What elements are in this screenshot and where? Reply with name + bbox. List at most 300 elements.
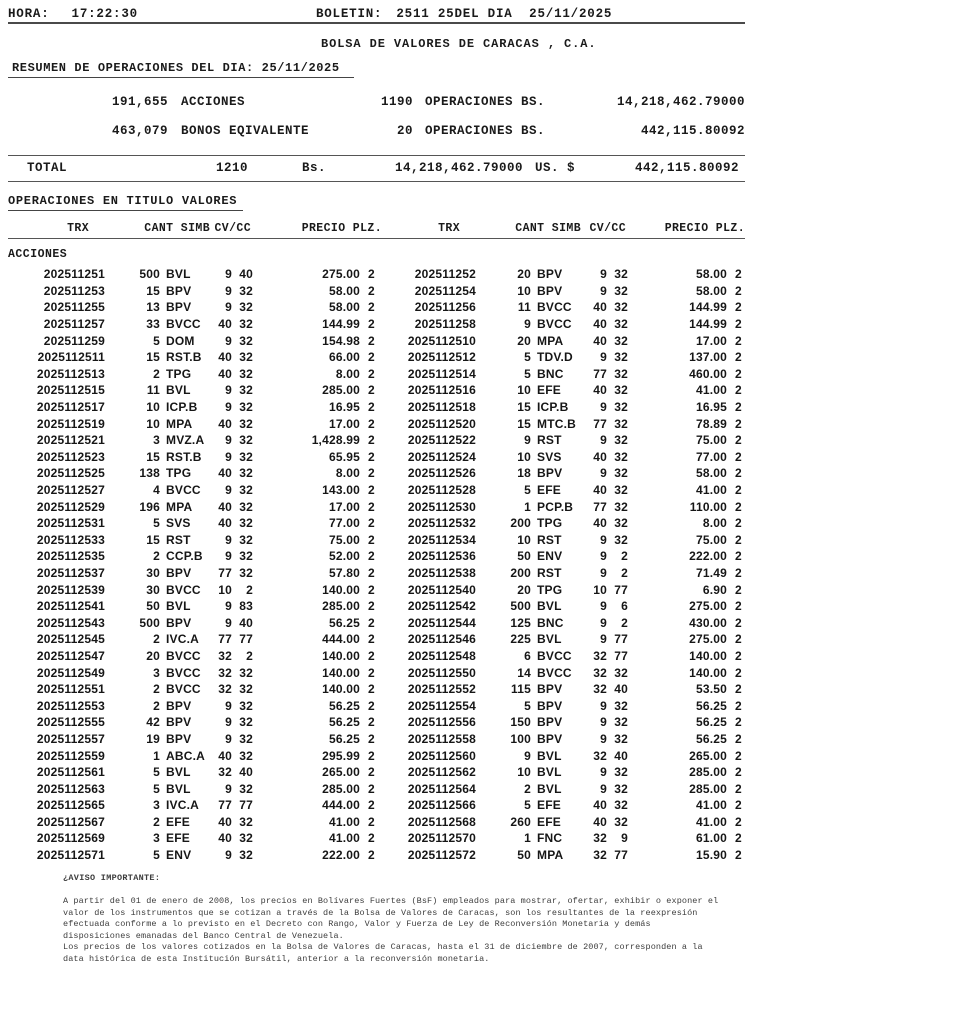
cell-trx: 2025112517 bbox=[36, 400, 105, 415]
table-row bbox=[8, 714, 745, 731]
cell-plz: 2 bbox=[735, 582, 742, 597]
cell-cc: 32 bbox=[614, 433, 628, 448]
cell-simb: BPV bbox=[537, 267, 563, 282]
cell-trx: 2025112515 bbox=[36, 383, 105, 398]
cell-cc: 40 bbox=[239, 267, 253, 282]
cell-simb: MTC.B bbox=[537, 416, 576, 431]
cell-cv: 9 bbox=[225, 848, 232, 863]
cell-plz: 2 bbox=[368, 599, 375, 614]
cell-cc: 32 bbox=[614, 499, 628, 514]
cell-simb: DOM bbox=[166, 333, 195, 348]
cell-trx: 2025112511 bbox=[37, 350, 105, 365]
cell-precio: 460.00 bbox=[689, 366, 727, 381]
cell-cv: 9 bbox=[225, 731, 232, 746]
cell-cant: 5 bbox=[524, 798, 531, 813]
cell-cant: 500 bbox=[510, 599, 531, 614]
cell-precio: 77.00 bbox=[695, 449, 727, 464]
cell-trx: 2025112563 bbox=[36, 781, 105, 796]
cell-simb: ENV bbox=[537, 549, 563, 564]
cell-cv: 9 bbox=[225, 532, 232, 547]
cell-cv: 9 bbox=[225, 300, 232, 315]
cell-plz: 2 bbox=[735, 416, 742, 431]
cell-simb: TPG bbox=[537, 516, 563, 531]
cell-cant: 33 bbox=[146, 317, 160, 332]
cell-cc: 77 bbox=[239, 632, 253, 647]
cell-cant: 10 bbox=[517, 765, 531, 780]
table-row bbox=[8, 681, 745, 698]
cell-simb: BVCC bbox=[537, 665, 572, 680]
cell-simb: EFE bbox=[537, 798, 561, 813]
cell-precio: 1,428.99 bbox=[311, 433, 360, 448]
cell-simb: BPV bbox=[537, 283, 563, 298]
summary-operaciones: 20 bbox=[396, 124, 413, 138]
cell-cv: 40 bbox=[593, 449, 607, 464]
cell-plz: 2 bbox=[735, 781, 742, 796]
cell-cc: 32 bbox=[614, 698, 628, 713]
cell-cant: 500 bbox=[139, 615, 160, 630]
cell-precio: 17.00 bbox=[328, 499, 360, 514]
cell-precio: 41.00 bbox=[695, 483, 727, 498]
cell-precio: 56.25 bbox=[328, 698, 360, 713]
cell-plz: 2 bbox=[735, 831, 742, 846]
cell-plz: 2 bbox=[735, 499, 742, 514]
cell-cant: 9 bbox=[524, 433, 531, 448]
cell-precio: 41.00 bbox=[695, 814, 727, 829]
cell-simb: BPV bbox=[537, 715, 563, 730]
cell-cv: 77 bbox=[593, 366, 607, 381]
cell-cc: 32 bbox=[614, 516, 628, 531]
cell-cant: 5 bbox=[153, 333, 160, 348]
cell-cant: 2 bbox=[153, 698, 160, 713]
cell-precio: 265.00 bbox=[689, 748, 727, 763]
cell-precio: 140.00 bbox=[689, 665, 727, 680]
cell-cv: 9 bbox=[225, 599, 232, 614]
cell-cant: 18 bbox=[517, 466, 531, 481]
cell-cant: 5 bbox=[524, 483, 531, 498]
cell-cc: 32 bbox=[239, 715, 253, 730]
cell-simb: RST bbox=[537, 565, 562, 580]
cell-plz: 2 bbox=[368, 748, 375, 763]
cell-trx: 2025112522 bbox=[407, 433, 476, 448]
cell-precio: 61.00 bbox=[695, 831, 727, 846]
cell-trx: 202511255 bbox=[43, 300, 105, 315]
cell-simb: BPV bbox=[166, 698, 192, 713]
cell-cv: 9 bbox=[600, 765, 607, 780]
table-row bbox=[8, 532, 745, 549]
cell-trx: 2025112565 bbox=[36, 798, 105, 813]
cell-cant: 6 bbox=[524, 648, 531, 663]
cell-cv: 40 bbox=[593, 516, 607, 531]
cell-trx: 2025112521 bbox=[36, 433, 105, 448]
cell-trx: 202511252 bbox=[414, 267, 476, 282]
cell-plz: 2 bbox=[735, 715, 742, 730]
cell-cc: 32 bbox=[239, 848, 253, 863]
cell-trx: 2025112552 bbox=[407, 682, 476, 697]
cell-cant: 50 bbox=[517, 549, 531, 564]
summary-monto: 14,218,462.79000 bbox=[616, 95, 745, 109]
aviso-heading: ¿AVISO IMPORTANTE: bbox=[63, 873, 161, 884]
cell-cant: 225 bbox=[510, 632, 531, 647]
cell-trx: 2025112547 bbox=[36, 648, 105, 663]
cell-plz: 2 bbox=[368, 449, 375, 464]
cell-simb: BVCC bbox=[166, 483, 201, 498]
total-block bbox=[8, 155, 745, 182]
cell-cant: 30 bbox=[146, 565, 160, 580]
cell-precio: 15.90 bbox=[695, 848, 727, 863]
summary-monto: 442,115.80092 bbox=[640, 124, 745, 138]
cell-cc: 32 bbox=[614, 715, 628, 730]
table-row bbox=[8, 814, 745, 831]
cell-plz: 2 bbox=[735, 632, 742, 647]
operations-table-body bbox=[8, 266, 745, 863]
cell-precio: 41.00 bbox=[695, 383, 727, 398]
cell-simb: EFE bbox=[537, 483, 561, 498]
cell-trx: 2025112543 bbox=[36, 615, 105, 630]
cell-simb: BVCC bbox=[166, 582, 201, 597]
cell-simb: BPV bbox=[537, 682, 563, 697]
cell-cant: 2 bbox=[153, 366, 160, 381]
cell-trx: 202511258 bbox=[414, 317, 476, 332]
cell-plz: 2 bbox=[368, 665, 375, 680]
cell-cc: 32 bbox=[614, 283, 628, 298]
cell-cc: 32 bbox=[614, 449, 628, 464]
cell-cant: 2 bbox=[153, 632, 160, 647]
cell-precio: 75.00 bbox=[695, 433, 727, 448]
cell-cant: 15 bbox=[517, 416, 531, 431]
cell-simb: ICP.B bbox=[166, 400, 198, 415]
cell-cc: 32 bbox=[239, 466, 253, 481]
cell-cc: 32 bbox=[239, 549, 253, 564]
cell-cant: 20 bbox=[517, 582, 531, 597]
cell-precio: 56.25 bbox=[328, 731, 360, 746]
cell-cc: 6 bbox=[621, 599, 628, 614]
cell-precio: 41.00 bbox=[328, 814, 360, 829]
cell-precio: 53.50 bbox=[695, 682, 727, 697]
cell-simb: BPV bbox=[166, 715, 192, 730]
cell-cv: 32 bbox=[218, 765, 232, 780]
cell-simb: SVS bbox=[166, 516, 191, 531]
cell-cant: 5 bbox=[524, 366, 531, 381]
cell-precio: 56.25 bbox=[328, 615, 360, 630]
cell-cant: 115 bbox=[511, 682, 531, 697]
cell-simb: BNC bbox=[537, 366, 564, 381]
cell-trx: 2025112559 bbox=[36, 748, 105, 763]
cell-simb: BVL bbox=[166, 599, 191, 614]
cell-cant: 20 bbox=[517, 267, 531, 282]
cell-cv: 40 bbox=[218, 366, 232, 381]
cell-precio: 57.80 bbox=[328, 565, 360, 580]
cell-simb: BVL bbox=[537, 632, 562, 647]
cell-precio: 58.00 bbox=[695, 283, 727, 298]
cell-simb: BNC bbox=[537, 615, 564, 630]
table-row bbox=[8, 664, 745, 681]
cell-plz: 2 bbox=[368, 781, 375, 796]
cell-cv: 9 bbox=[225, 615, 232, 630]
cell-trx: 2025112541 bbox=[36, 599, 105, 614]
cell-plz: 2 bbox=[368, 715, 375, 730]
cell-trx: 2025112526 bbox=[407, 466, 476, 481]
cell-trx: 202511253 bbox=[43, 283, 105, 298]
cell-plz: 2 bbox=[368, 499, 375, 514]
cell-simb: RST bbox=[166, 532, 191, 547]
cell-simb: BVCC bbox=[166, 682, 201, 697]
cell-plz: 2 bbox=[368, 682, 375, 697]
cell-cv: 10 bbox=[218, 582, 232, 597]
cell-precio: 275.00 bbox=[689, 599, 727, 614]
cell-plz: 2 bbox=[735, 317, 742, 332]
cell-cant: 15 bbox=[517, 400, 531, 415]
cell-simb: BVL bbox=[166, 383, 191, 398]
cell-simb: BPV bbox=[537, 466, 563, 481]
aviso-paragraph: Los precios de los valores cotizados en la Bolsa de Valores de Caracas, hasta el 31 de diciembre de 2007, corresponden a la data histórica de esta Institución Bursátil, anterior a la reconversión monetaria. bbox=[63, 942, 703, 964]
cell-plz: 2 bbox=[368, 267, 375, 282]
cell-cv: 9 bbox=[225, 698, 232, 713]
cell-precio: 58.00 bbox=[695, 267, 727, 282]
cell-cc: 32 bbox=[239, 698, 253, 713]
cell-simb: TPG bbox=[537, 582, 563, 597]
cell-cant: 125 bbox=[510, 615, 531, 630]
cell-cc: 32 bbox=[239, 814, 253, 829]
cell-cant: 500 bbox=[139, 267, 160, 282]
cell-cv: 40 bbox=[593, 814, 607, 829]
col-header-precio-plz: PRECIO PLZ. bbox=[664, 222, 745, 235]
cell-plz: 2 bbox=[368, 532, 375, 547]
aviso-paragraph: A partir del 01 de enero de 2008, los precios en Bolívares Fuertes (BsF) empleados para mostrar, ofertar, exhibir o exponer el valor de los instrumentos que se cotizan a través de la Bolsa de Valores de Caracas, son los resultantes de la reexpresión efectuada conforme a lo previsto en el Decreto con Rango, Valor y Fuerza de Ley de Reconversión Monetaria y demás disposiciones emanadas del Banco Central de Venezuela. bbox=[63, 896, 719, 941]
cell-cc: 40 bbox=[239, 615, 253, 630]
cell-cv: 32 bbox=[593, 682, 607, 697]
cell-simb: BPV bbox=[537, 698, 563, 713]
cell-cant: 10 bbox=[146, 400, 160, 415]
cell-cant: 2 bbox=[524, 781, 531, 796]
cell-cant: 10 bbox=[517, 449, 531, 464]
summary-cantidad: 463,079 bbox=[111, 124, 168, 138]
cell-simb: BPV bbox=[166, 283, 192, 298]
cell-cv: 32 bbox=[593, 848, 607, 863]
cell-precio: 143.00 bbox=[322, 483, 360, 498]
cell-cv: 40 bbox=[218, 317, 232, 332]
cell-simb: BVL bbox=[537, 765, 562, 780]
cell-trx: 2025112513 bbox=[36, 366, 105, 381]
cell-cant: 11 bbox=[517, 300, 531, 315]
cell-cant: 20 bbox=[517, 333, 531, 348]
cell-trx: 2025112524 bbox=[407, 449, 476, 464]
cell-simb: MVZ.A bbox=[166, 433, 205, 448]
cell-cc: 32 bbox=[239, 383, 253, 398]
cell-simb: BVL bbox=[537, 781, 562, 796]
cell-precio: 56.25 bbox=[695, 698, 727, 713]
cell-simb: FNC bbox=[537, 831, 563, 846]
cell-cc: 9 bbox=[621, 831, 628, 846]
cell-cc: 2 bbox=[246, 582, 253, 597]
cell-cc: 32 bbox=[614, 333, 628, 348]
cell-trx: 2025112530 bbox=[407, 499, 476, 514]
cell-trx: 2025112529 bbox=[36, 499, 105, 514]
cell-precio: 144.99 bbox=[689, 317, 727, 332]
table-row bbox=[8, 432, 745, 449]
cell-trx: 2025112518 bbox=[407, 400, 476, 415]
table-row bbox=[8, 332, 745, 349]
cell-cv: 9 bbox=[225, 383, 232, 398]
cell-trx: 2025112570 bbox=[407, 831, 476, 846]
cell-plz: 2 bbox=[735, 267, 742, 282]
header-divider bbox=[8, 22, 745, 24]
cell-cant: 100 bbox=[510, 731, 531, 746]
cell-plz: 2 bbox=[735, 565, 742, 580]
cell-simb: BVL bbox=[537, 599, 562, 614]
cell-cant: 15 bbox=[146, 449, 160, 464]
cell-precio: 140.00 bbox=[322, 648, 360, 663]
cell-precio: 77.00 bbox=[328, 516, 360, 531]
cell-trx: 2025112539 bbox=[36, 582, 105, 597]
cell-plz: 2 bbox=[368, 798, 375, 813]
cell-trx: 2025112528 bbox=[407, 483, 476, 498]
cell-plz: 2 bbox=[735, 366, 742, 381]
cell-plz: 2 bbox=[735, 350, 742, 365]
cell-cv: 9 bbox=[225, 449, 232, 464]
cell-plz: 2 bbox=[368, 383, 375, 398]
cell-plz: 2 bbox=[735, 648, 742, 663]
cell-precio: 58.00 bbox=[328, 283, 360, 298]
cell-cc: 32 bbox=[239, 731, 253, 746]
boletin-value: 2511 25DEL DIA 25/11/2025 bbox=[396, 6, 613, 21]
cell-cant: 10 bbox=[146, 416, 160, 431]
cell-cv: 9 bbox=[225, 549, 232, 564]
cell-cant: 3 bbox=[153, 831, 160, 846]
cell-cc: 32 bbox=[239, 499, 253, 514]
cell-cant: 50 bbox=[517, 848, 531, 863]
cell-precio: 41.00 bbox=[328, 831, 360, 846]
cell-plz: 2 bbox=[735, 814, 742, 829]
cell-simb: BVCC bbox=[537, 648, 572, 663]
cell-cv: 9 bbox=[600, 532, 607, 547]
cell-cant: 2 bbox=[153, 814, 160, 829]
cell-cv: 9 bbox=[600, 350, 607, 365]
summary-tipo: ACCIONES bbox=[181, 95, 246, 109]
table-row bbox=[8, 465, 745, 482]
cell-precio: 285.00 bbox=[689, 781, 727, 796]
cell-precio: 6.90 bbox=[702, 582, 727, 597]
cell-precio: 140.00 bbox=[322, 665, 360, 680]
summary-tipo: BONOS EQIVALENTE bbox=[181, 124, 310, 138]
cell-cant: 1 bbox=[524, 831, 531, 846]
cell-plz: 2 bbox=[368, 814, 375, 829]
cell-trx: 2025112544 bbox=[407, 615, 476, 630]
cell-cv: 32 bbox=[593, 648, 607, 663]
cell-trx: 2025112527 bbox=[36, 483, 105, 498]
cell-cv: 77 bbox=[593, 499, 607, 514]
cell-trx: 2025112534 bbox=[407, 532, 476, 547]
cell-cant: 2 bbox=[153, 682, 160, 697]
cell-trx: 2025112571 bbox=[36, 848, 105, 863]
cell-simb: SVS bbox=[537, 449, 562, 464]
cell-cv: 9 bbox=[600, 283, 607, 298]
cell-precio: 16.95 bbox=[695, 400, 727, 415]
cell-cv: 9 bbox=[225, 715, 232, 730]
cell-trx: 2025112516 bbox=[407, 383, 476, 398]
cell-plz: 2 bbox=[735, 433, 742, 448]
cell-cant: 5 bbox=[524, 698, 531, 713]
cell-cc: 32 bbox=[239, 350, 253, 365]
cell-precio: 8.00 bbox=[702, 516, 727, 531]
cell-cv: 9 bbox=[225, 283, 232, 298]
cell-cv: 32 bbox=[593, 831, 607, 846]
resumen-heading: RESUMEN DE OPERACIONES DEL DIA: 25/11/2025 bbox=[8, 61, 354, 78]
cell-simb: EFE bbox=[166, 831, 190, 846]
summary-row-bonos bbox=[8, 124, 745, 138]
cell-precio: 75.00 bbox=[695, 532, 727, 547]
cell-precio: 137.00 bbox=[689, 350, 727, 365]
cell-plz: 2 bbox=[735, 300, 742, 315]
cell-trx: 2025112523 bbox=[36, 449, 105, 464]
cell-cc: 32 bbox=[239, 333, 253, 348]
cell-simb: MPA bbox=[166, 499, 193, 514]
cell-trx: 2025112512 bbox=[407, 350, 476, 365]
cell-trx: 2025112514 bbox=[407, 366, 476, 381]
cell-cc: 77 bbox=[614, 582, 628, 597]
cell-cc: 32 bbox=[614, 814, 628, 829]
cell-cc: 32 bbox=[614, 665, 628, 680]
cell-cant: 200 bbox=[510, 565, 531, 580]
cell-cv: 9 bbox=[600, 466, 607, 481]
cell-cv: 9 bbox=[225, 433, 232, 448]
cell-plz: 2 bbox=[735, 400, 742, 415]
cell-cant: 138 bbox=[139, 466, 160, 481]
cell-cv: 9 bbox=[600, 565, 607, 580]
cell-cant: 30 bbox=[146, 582, 160, 597]
cell-cant: 3 bbox=[153, 665, 160, 680]
cell-plz: 2 bbox=[368, 416, 375, 431]
cell-cant: 42 bbox=[146, 715, 160, 730]
cell-cant: 5 bbox=[153, 516, 160, 531]
cell-plz: 2 bbox=[735, 748, 742, 763]
cell-trx: 2025112567 bbox=[36, 814, 105, 829]
col-header-precio-plz: PRECIO PLZ. bbox=[301, 222, 382, 235]
cell-trx: 2025112551 bbox=[36, 682, 105, 697]
cell-cc: 32 bbox=[614, 731, 628, 746]
cell-simb: BVCC bbox=[166, 665, 201, 680]
summary-label: OPERACIONES BS. bbox=[425, 95, 546, 109]
cell-trx: 2025112569 bbox=[36, 831, 105, 846]
cell-precio: 265.00 bbox=[322, 765, 360, 780]
total-usd-label: US. $ bbox=[535, 161, 576, 175]
cell-cant: 15 bbox=[146, 532, 160, 547]
table-row bbox=[8, 847, 745, 864]
cell-plz: 2 bbox=[735, 532, 742, 547]
cell-trx: 2025112550 bbox=[407, 665, 476, 680]
cell-cant: 196 bbox=[139, 499, 160, 514]
col-header-cant-simb: CANT SIMB bbox=[515, 222, 581, 235]
cell-trx: 2025112558 bbox=[407, 731, 476, 746]
cell-cant: 3 bbox=[153, 798, 160, 813]
cell-precio: 285.00 bbox=[322, 383, 360, 398]
cell-cv: 40 bbox=[218, 748, 232, 763]
cell-precio: 8.00 bbox=[335, 366, 360, 381]
cell-cv: 40 bbox=[593, 383, 607, 398]
summary-row-acciones bbox=[8, 95, 745, 109]
table-row bbox=[8, 283, 745, 300]
total-usd-value: 442,115.80092 bbox=[634, 161, 739, 175]
total-bs-value: 14,218,462.79000 bbox=[394, 161, 523, 175]
table-row bbox=[8, 316, 745, 333]
cell-cant: 200 bbox=[510, 516, 531, 531]
cell-precio: 17.00 bbox=[328, 416, 360, 431]
cell-plz: 2 bbox=[735, 848, 742, 863]
cell-cc: 32 bbox=[239, 565, 253, 580]
col-header-cvcc: CV/CC bbox=[589, 222, 626, 235]
table-row bbox=[8, 581, 745, 598]
table-row bbox=[8, 830, 745, 847]
cell-precio: 275.00 bbox=[322, 267, 360, 282]
